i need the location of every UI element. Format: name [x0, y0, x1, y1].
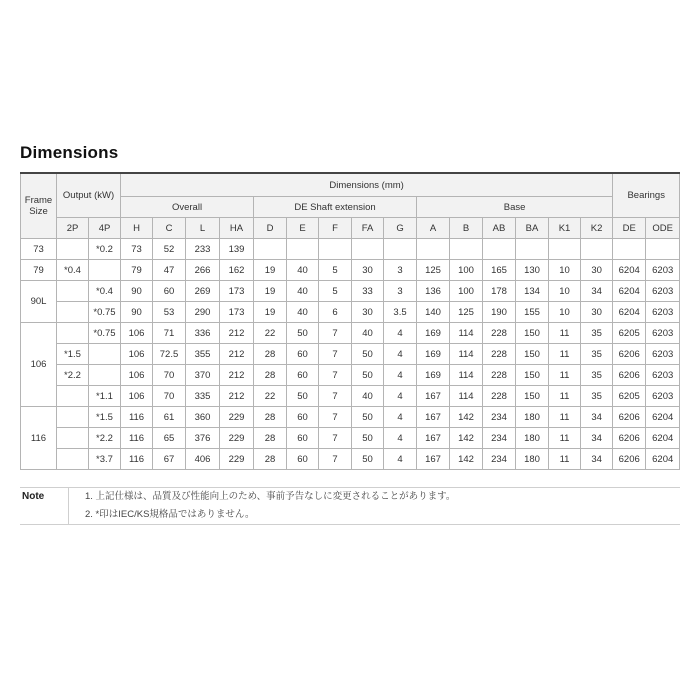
output-p2-cell — [57, 428, 89, 449]
output-p2-cell — [57, 407, 89, 428]
table-cell: 229 — [220, 428, 254, 449]
output-p2-cell: *2.2 — [57, 365, 89, 386]
table-cell: 50 — [352, 449, 384, 470]
table-cell: 90 — [121, 302, 153, 323]
table-cell: 65 — [153, 428, 186, 449]
output-p4-cell: *3.7 — [89, 449, 121, 470]
output-p4-cell — [89, 365, 121, 386]
table-cell: 7 — [319, 428, 352, 449]
table-cell: 60 — [287, 365, 319, 386]
table-cell — [352, 239, 384, 260]
table-cell: 40 — [287, 260, 319, 281]
table-cell: 79 — [121, 260, 153, 281]
table-cell: 114 — [450, 386, 483, 407]
table-cell: 19 — [254, 302, 287, 323]
output-p4-cell — [89, 344, 121, 365]
table-cell: 6203 — [646, 344, 680, 365]
table-cell: 6206 — [613, 449, 646, 470]
table-cell: 134 — [516, 281, 549, 302]
table-cell: 114 — [450, 344, 483, 365]
table-cell: 6204 — [646, 428, 680, 449]
table-cell: 180 — [516, 407, 549, 428]
table-cell: 336 — [186, 323, 220, 344]
column-header: D — [254, 218, 287, 239]
column-header: AB — [483, 218, 516, 239]
table-cell: 72.5 — [153, 344, 186, 365]
output-p4-cell — [89, 260, 121, 281]
table-cell: 6204 — [613, 281, 646, 302]
table-cell — [384, 239, 417, 260]
table-cell: 228 — [483, 386, 516, 407]
table-cell: 28 — [254, 449, 287, 470]
table-cell: 116 — [121, 449, 153, 470]
table-cell: 290 — [186, 302, 220, 323]
table-cell — [319, 239, 352, 260]
header-base: Base — [417, 197, 613, 218]
table-cell: 70 — [153, 365, 186, 386]
table-cell — [613, 239, 646, 260]
table-cell: 60 — [287, 449, 319, 470]
frame-size-cell: 106 — [21, 323, 57, 407]
table-cell: 136 — [417, 281, 450, 302]
output-p2-cell — [57, 386, 89, 407]
frame-size-cell: 73 — [21, 239, 57, 260]
table-cell: 228 — [483, 344, 516, 365]
table-cell: 11 — [549, 386, 581, 407]
table-cell: 6206 — [613, 407, 646, 428]
table-cell: 234 — [483, 428, 516, 449]
output-p2-cell — [57, 323, 89, 344]
table-cell: 106 — [121, 323, 153, 344]
table-row — [21, 260, 680, 281]
table-cell: 114 — [450, 323, 483, 344]
column-header: E — [287, 218, 319, 239]
table-row — [21, 449, 680, 470]
table-row — [21, 365, 680, 386]
page-title: Dimensions — [20, 143, 119, 162]
output-p4-cell: *0.75 — [89, 323, 121, 344]
table-cell: 60 — [287, 344, 319, 365]
output-p2-cell — [57, 449, 89, 470]
table-cell: 60 — [153, 281, 186, 302]
table-cell: 125 — [450, 302, 483, 323]
column-header: 2P — [57, 218, 89, 239]
frame-size-cell: 90L — [21, 281, 57, 323]
note-line: 1. 上記仕様は、品質及び性能向上のため、事前予告なしに変更されることがあります。 — [85, 491, 456, 502]
note-label: Note — [22, 491, 45, 502]
output-p2-cell — [57, 239, 89, 260]
table-cell: 6206 — [613, 365, 646, 386]
table-cell: 5 — [319, 281, 352, 302]
output-p2-cell — [57, 281, 89, 302]
table-cell: 116 — [121, 407, 153, 428]
table-cell: 11 — [549, 344, 581, 365]
table-cell: 11 — [549, 407, 581, 428]
table-cell: 28 — [254, 344, 287, 365]
table-cell: 52 — [153, 239, 186, 260]
output-p4-cell: *0.75 — [89, 302, 121, 323]
table-row — [21, 428, 680, 449]
table-cell: 50 — [352, 428, 384, 449]
table-cell: 167 — [417, 386, 450, 407]
table-cell: 53 — [153, 302, 186, 323]
table-cell: 167 — [417, 428, 450, 449]
table-cell: 3 — [384, 281, 417, 302]
table-cell: 34 — [581, 428, 613, 449]
column-header: 4P — [89, 218, 121, 239]
output-p2-cell — [57, 302, 89, 323]
table-cell: 360 — [186, 407, 220, 428]
table-cell: 155 — [516, 302, 549, 323]
header-output: Output (kW) — [57, 173, 121, 218]
table-cell: 229 — [220, 407, 254, 428]
table-cell: 50 — [287, 323, 319, 344]
table-cell: 6204 — [613, 302, 646, 323]
table-cell: 11 — [549, 428, 581, 449]
table-cell: 34 — [581, 407, 613, 428]
table-cell — [646, 239, 680, 260]
table-cell: 60 — [287, 407, 319, 428]
table-cell: 11 — [549, 365, 581, 386]
table-cell: 73 — [121, 239, 153, 260]
table-cell: 67 — [153, 449, 186, 470]
table-cell: 30 — [352, 302, 384, 323]
table-cell: 212 — [220, 344, 254, 365]
table-cell: 7 — [319, 344, 352, 365]
output-p4-cell: *0.4 — [89, 281, 121, 302]
note-lines — [68, 488, 455, 524]
table-cell: 40 — [352, 386, 384, 407]
table-cell: 212 — [220, 323, 254, 344]
column-header: BA — [516, 218, 549, 239]
table-cell: 169 — [417, 344, 450, 365]
table-cell: 30 — [581, 260, 613, 281]
table-cell: 10 — [549, 302, 581, 323]
table-row — [21, 323, 680, 344]
note-section — [20, 487, 680, 525]
table-cell: 19 — [254, 260, 287, 281]
table-cell: 6205 — [613, 323, 646, 344]
table-cell: 6204 — [646, 449, 680, 470]
table-cell: 228 — [483, 323, 516, 344]
table-cell: 3 — [384, 260, 417, 281]
output-p4-cell: *0.2 — [89, 239, 121, 260]
table-cell: 34 — [581, 449, 613, 470]
table-cell: 180 — [516, 449, 549, 470]
table-cell: 50 — [352, 407, 384, 428]
table-cell — [287, 239, 319, 260]
table-cell: 355 — [186, 344, 220, 365]
table-cell: 33 — [352, 281, 384, 302]
table-cell: 139 — [220, 239, 254, 260]
header-bearings: Bearings — [613, 173, 680, 218]
table-cell: 71 — [153, 323, 186, 344]
table-cell: 6203 — [646, 281, 680, 302]
table-cell: 6 — [319, 302, 352, 323]
table-cell: 335 — [186, 386, 220, 407]
table-cell: 234 — [483, 449, 516, 470]
table-cell: 28 — [254, 365, 287, 386]
table-cell: 50 — [352, 344, 384, 365]
table-cell: 7 — [319, 449, 352, 470]
frame-size-cell: 116 — [21, 407, 57, 470]
table-cell: 40 — [352, 323, 384, 344]
table-cell: 47 — [153, 260, 186, 281]
table-cell: 22 — [254, 323, 287, 344]
table-cell: 106 — [121, 344, 153, 365]
table-row — [21, 302, 680, 323]
table-cell: 11 — [549, 323, 581, 344]
output-p4-cell: *2.2 — [89, 428, 121, 449]
table-cell: 142 — [450, 407, 483, 428]
table-cell: 60 — [287, 428, 319, 449]
frame-size-cell: 79 — [21, 260, 57, 281]
column-header: C — [153, 218, 186, 239]
table-cell: 178 — [483, 281, 516, 302]
table-cell: 190 — [483, 302, 516, 323]
table-cell: 140 — [417, 302, 450, 323]
table-cell: 6203 — [646, 260, 680, 281]
table-cell: 100 — [450, 281, 483, 302]
column-header: H — [121, 218, 153, 239]
table-cell: 5 — [319, 260, 352, 281]
table-cell: 125 — [417, 260, 450, 281]
output-p4-cell: *1.1 — [89, 386, 121, 407]
table-cell: 106 — [121, 386, 153, 407]
table-cell: 167 — [417, 407, 450, 428]
table-cell: 50 — [352, 365, 384, 386]
table-cell: 7 — [319, 386, 352, 407]
header-de-shaft: DE Shaft extension — [254, 197, 417, 218]
table-row — [21, 344, 680, 365]
table-cell: 4 — [384, 386, 417, 407]
table-row — [21, 239, 680, 260]
note-line: 2. *印はIEC/KS規格品ではありません。 — [85, 509, 255, 520]
table-cell: 61 — [153, 407, 186, 428]
table-cell: 162 — [220, 260, 254, 281]
column-header: G — [384, 218, 417, 239]
table-cell: 10 — [549, 281, 581, 302]
column-header: ODE — [646, 218, 680, 239]
table-cell: 228 — [483, 365, 516, 386]
table-cell: 114 — [450, 365, 483, 386]
table-cell: 165 — [483, 260, 516, 281]
table-cell: 6203 — [646, 302, 680, 323]
table-cell: 34 — [581, 281, 613, 302]
table-cell: 6204 — [613, 260, 646, 281]
table-cell: 173 — [220, 281, 254, 302]
table-cell: 269 — [186, 281, 220, 302]
table-cell — [516, 239, 549, 260]
table-cell — [483, 239, 516, 260]
table-cell: 35 — [581, 344, 613, 365]
table-cell: 4 — [384, 449, 417, 470]
output-p2-cell: *0.4 — [57, 260, 89, 281]
table-cell: 376 — [186, 428, 220, 449]
table-cell: 6205 — [613, 386, 646, 407]
table-cell: 35 — [581, 386, 613, 407]
table-cell: 28 — [254, 407, 287, 428]
table-cell: 150 — [516, 323, 549, 344]
table-cell: 150 — [516, 365, 549, 386]
table-cell: 6204 — [646, 407, 680, 428]
table-cell: 19 — [254, 281, 287, 302]
table-cell: 212 — [220, 365, 254, 386]
table-cell: 10 — [549, 260, 581, 281]
table-cell: 22 — [254, 386, 287, 407]
table-cell — [549, 239, 581, 260]
table-cell: 3.5 — [384, 302, 417, 323]
table-cell: 28 — [254, 428, 287, 449]
table-cell: 266 — [186, 260, 220, 281]
table-cell: 406 — [186, 449, 220, 470]
column-header: HA — [220, 218, 254, 239]
table-row — [21, 281, 680, 302]
table-cell: 142 — [450, 428, 483, 449]
table-cell: 40 — [287, 302, 319, 323]
table-cell: 370 — [186, 365, 220, 386]
table-cell: 4 — [384, 323, 417, 344]
table-cell: 7 — [319, 323, 352, 344]
table-cell: 150 — [516, 386, 549, 407]
table-row — [21, 407, 680, 428]
table-cell: 11 — [549, 449, 581, 470]
table-cell: 167 — [417, 449, 450, 470]
table-cell: 30 — [352, 260, 384, 281]
table-cell: 7 — [319, 365, 352, 386]
table-cell: 234 — [483, 407, 516, 428]
table-cell: 6203 — [646, 323, 680, 344]
table-cell: 169 — [417, 365, 450, 386]
output-p4-cell: *1.5 — [89, 407, 121, 428]
table-cell: 116 — [121, 428, 153, 449]
table-cell: 50 — [287, 386, 319, 407]
table-cell: 35 — [581, 323, 613, 344]
table-cell — [254, 239, 287, 260]
table-cell: 106 — [121, 365, 153, 386]
table-cell: 4 — [384, 407, 417, 428]
table-cell: 70 — [153, 386, 186, 407]
table-cell: 6203 — [646, 365, 680, 386]
dimensions-table — [20, 172, 680, 470]
table-cell — [450, 239, 483, 260]
table-cell: 7 — [319, 407, 352, 428]
table-cell: 6206 — [613, 344, 646, 365]
table-cell: 100 — [450, 260, 483, 281]
column-header: K2 — [581, 218, 613, 239]
column-header: DE — [613, 218, 646, 239]
table-cell: 173 — [220, 302, 254, 323]
column-header: B — [450, 218, 483, 239]
table-cell — [417, 239, 450, 260]
table-cell: 6206 — [613, 428, 646, 449]
table-cell: 233 — [186, 239, 220, 260]
table-cell: 169 — [417, 323, 450, 344]
table-cell: 4 — [384, 365, 417, 386]
table-cell — [581, 239, 613, 260]
table-cell: 40 — [287, 281, 319, 302]
column-header: L — [186, 218, 220, 239]
table-cell: 142 — [450, 449, 483, 470]
table-cell: 6203 — [646, 386, 680, 407]
column-header: K1 — [549, 218, 581, 239]
column-header: A — [417, 218, 450, 239]
table-cell: 229 — [220, 449, 254, 470]
header-dimensions: Dimensions (mm) — [121, 173, 613, 197]
header-frame-size: Frame Size — [21, 173, 57, 239]
column-header: F — [319, 218, 352, 239]
table-cell: 30 — [581, 302, 613, 323]
table-cell: 90 — [121, 281, 153, 302]
table-cell: 35 — [581, 365, 613, 386]
table-cell: 212 — [220, 386, 254, 407]
table-cell: 180 — [516, 428, 549, 449]
output-p2-cell: *1.5 — [57, 344, 89, 365]
table-cell: 4 — [384, 428, 417, 449]
table-cell: 150 — [516, 344, 549, 365]
header-overall: Overall — [121, 197, 254, 218]
table-cell: 130 — [516, 260, 549, 281]
table-row — [21, 386, 680, 407]
column-header: FA — [352, 218, 384, 239]
table-cell: 4 — [384, 344, 417, 365]
